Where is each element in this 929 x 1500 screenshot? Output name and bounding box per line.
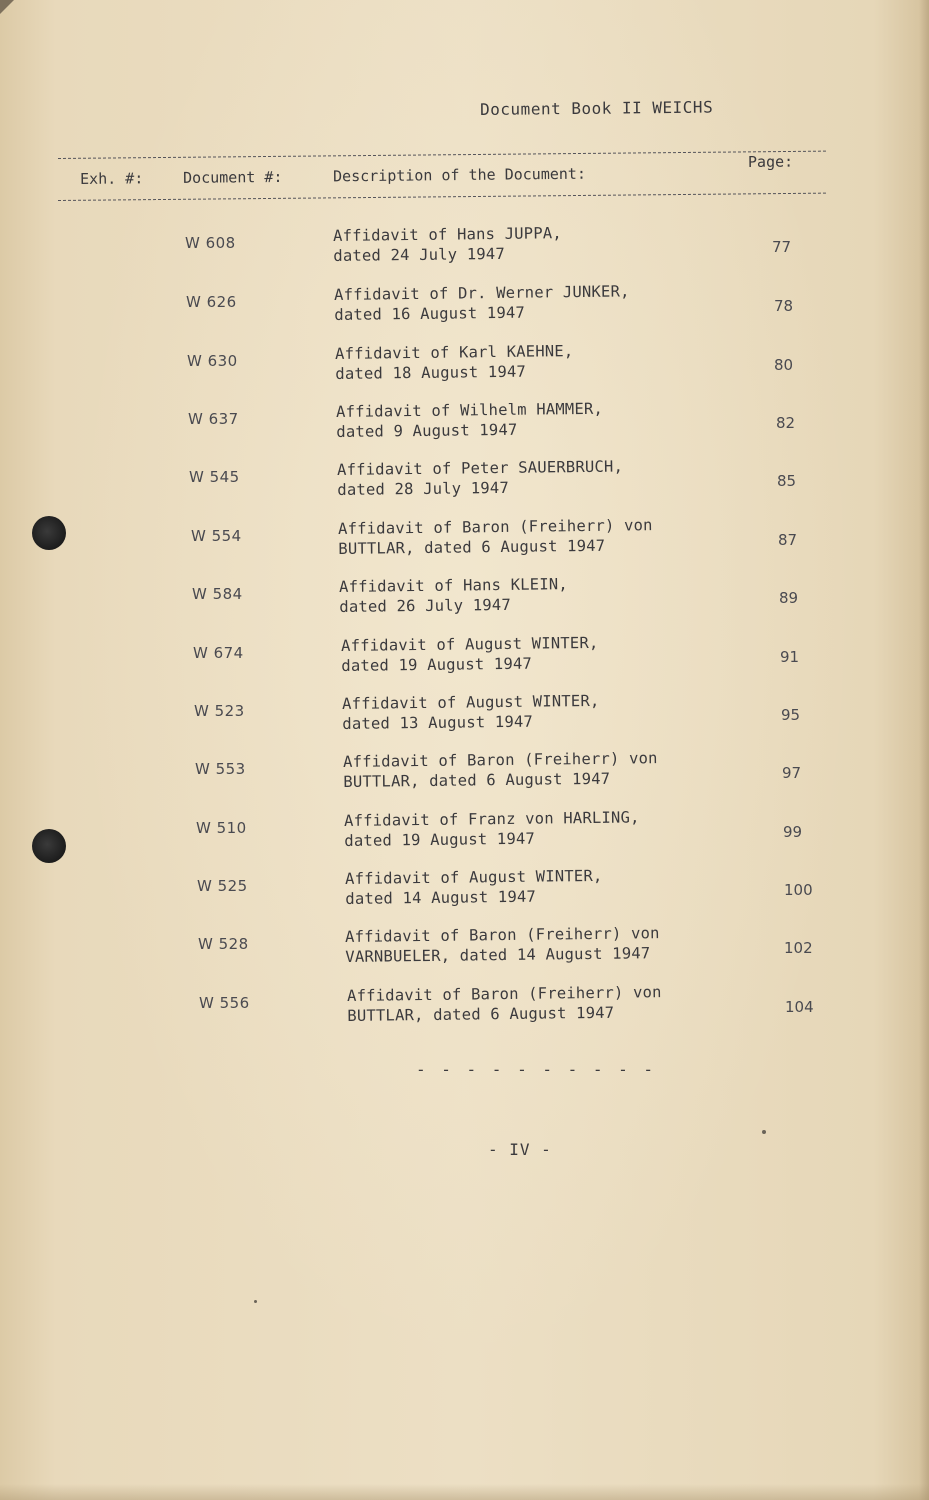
document-number: W 525 xyxy=(197,877,248,895)
page-number: 80 xyxy=(774,356,794,374)
entry-description xyxy=(345,923,660,967)
index-entry xyxy=(0,749,929,800)
document-number: W 523 xyxy=(194,702,245,720)
document-number: W 510 xyxy=(196,819,247,837)
index-entry xyxy=(0,344,929,392)
page-number: 99 xyxy=(783,823,803,841)
page-number: 85 xyxy=(777,472,797,490)
index-entry xyxy=(0,691,929,742)
entry-description xyxy=(341,633,599,676)
description-line: VARNBUELER, dated 14 August 1947 xyxy=(345,944,651,966)
index-entry xyxy=(0,983,929,1034)
description-line: dated 28 July 1947 xyxy=(337,478,510,499)
entry-description xyxy=(335,341,574,384)
index-entry xyxy=(0,633,929,684)
end-of-list-marker: - - - - - - - - - - xyxy=(416,1060,657,1079)
description-line: Affidavit of Baron (Freiherr) von xyxy=(343,749,658,771)
document-number: W 584 xyxy=(192,585,243,603)
index-entry xyxy=(0,516,929,567)
entry-description xyxy=(339,574,568,617)
document-number: W 637 xyxy=(188,410,239,428)
entry-description xyxy=(337,457,623,500)
column-header-exhibit: Exh. #: xyxy=(80,169,144,188)
document-number: W 630 xyxy=(187,352,238,370)
page-number: 77 xyxy=(772,238,792,256)
index-entry xyxy=(0,226,929,274)
page-number: 104 xyxy=(785,998,814,1016)
description-line: Affidavit of Hans KLEIN, xyxy=(339,575,568,596)
description-line: Affidavit of Karl KAEHNE, xyxy=(335,342,574,363)
description-line: Affidavit of Wilhelm HAMMER, xyxy=(336,399,604,421)
description-line: Affidavit of Peter SAUERBRUCH, xyxy=(337,457,624,479)
description-line: Affidavit of August WINTER, xyxy=(345,866,603,888)
book-title: Document Book II WEICHS xyxy=(480,97,714,119)
description-line: dated 9 August 1947 xyxy=(336,420,518,441)
document-number: W 528 xyxy=(198,935,249,953)
page-number: 91 xyxy=(780,648,800,666)
description-line: BUTTLAR, dated 6 August 1947 xyxy=(343,769,611,791)
description-line: BUTTLAR, dated 6 August 1947 xyxy=(338,536,606,558)
description-line: Affidavit of August WINTER, xyxy=(341,633,599,655)
entry-description xyxy=(343,748,658,792)
document-number: W 553 xyxy=(195,760,246,778)
footer-page-number: - IV - xyxy=(488,1140,552,1159)
entry-description xyxy=(344,807,640,851)
description-line: dated 14 August 1947 xyxy=(345,887,537,908)
entry-description xyxy=(336,399,603,442)
description-line: BUTTLAR, dated 6 August 1947 xyxy=(347,1003,615,1025)
page-number: 102 xyxy=(784,939,813,957)
index-entry xyxy=(0,808,929,859)
index-entry xyxy=(0,577,929,625)
document-number: W 608 xyxy=(185,234,236,252)
description-line: dated 16 August 1947 xyxy=(334,303,526,324)
description-line: Affidavit of Baron (Freiherr) von xyxy=(345,924,660,946)
document-number: W 626 xyxy=(186,293,237,311)
description-line: dated 18 August 1947 xyxy=(335,362,527,383)
description-line: Affidavit of Baron (Freiherr) von xyxy=(347,983,662,1005)
entry-description xyxy=(334,281,630,325)
column-header-description: Description of the Document: xyxy=(332,164,587,186)
description-line: Affidavit of Hans JUPPA, xyxy=(333,224,562,245)
page-number: 82 xyxy=(776,414,796,432)
page-number: 78 xyxy=(774,297,794,315)
column-header-document: Document #: xyxy=(182,167,283,187)
description-line: dated 13 August 1947 xyxy=(342,712,534,733)
document-number: W 556 xyxy=(199,994,250,1012)
index-entry xyxy=(0,399,929,450)
page-number: 95 xyxy=(781,706,801,724)
index-entry xyxy=(0,924,929,975)
document-number: W 674 xyxy=(193,644,244,662)
index-entry xyxy=(0,282,929,333)
entry-description xyxy=(338,515,653,559)
description-line: dated 19 August 1947 xyxy=(341,654,533,675)
page-number: 100 xyxy=(784,881,813,899)
description-line: Affidavit of Baron (Freiherr) von xyxy=(338,516,653,538)
page-number: 89 xyxy=(779,589,799,607)
page-number: 97 xyxy=(782,764,802,782)
entry-description xyxy=(347,982,662,1026)
description-line: dated 19 August 1947 xyxy=(344,829,536,850)
description-line: dated 24 July 1947 xyxy=(333,244,506,265)
column-header-page: Page: xyxy=(747,152,794,172)
entry-description xyxy=(333,223,562,266)
index-entry xyxy=(0,457,929,508)
description-line: Affidavit of August WINTER, xyxy=(342,691,600,713)
index-entry xyxy=(0,866,929,917)
entry-description xyxy=(342,691,600,734)
page-number: 87 xyxy=(778,531,798,549)
document-number: W 554 xyxy=(191,527,242,545)
description-line: dated 26 July 1947 xyxy=(339,595,512,616)
description-line: Affidavit of Franz von HARLING, xyxy=(344,808,640,830)
description-line: Affidavit of Dr. Werner JUNKER, xyxy=(334,282,630,304)
entry-description xyxy=(345,866,603,909)
document-number: W 545 xyxy=(189,468,240,486)
